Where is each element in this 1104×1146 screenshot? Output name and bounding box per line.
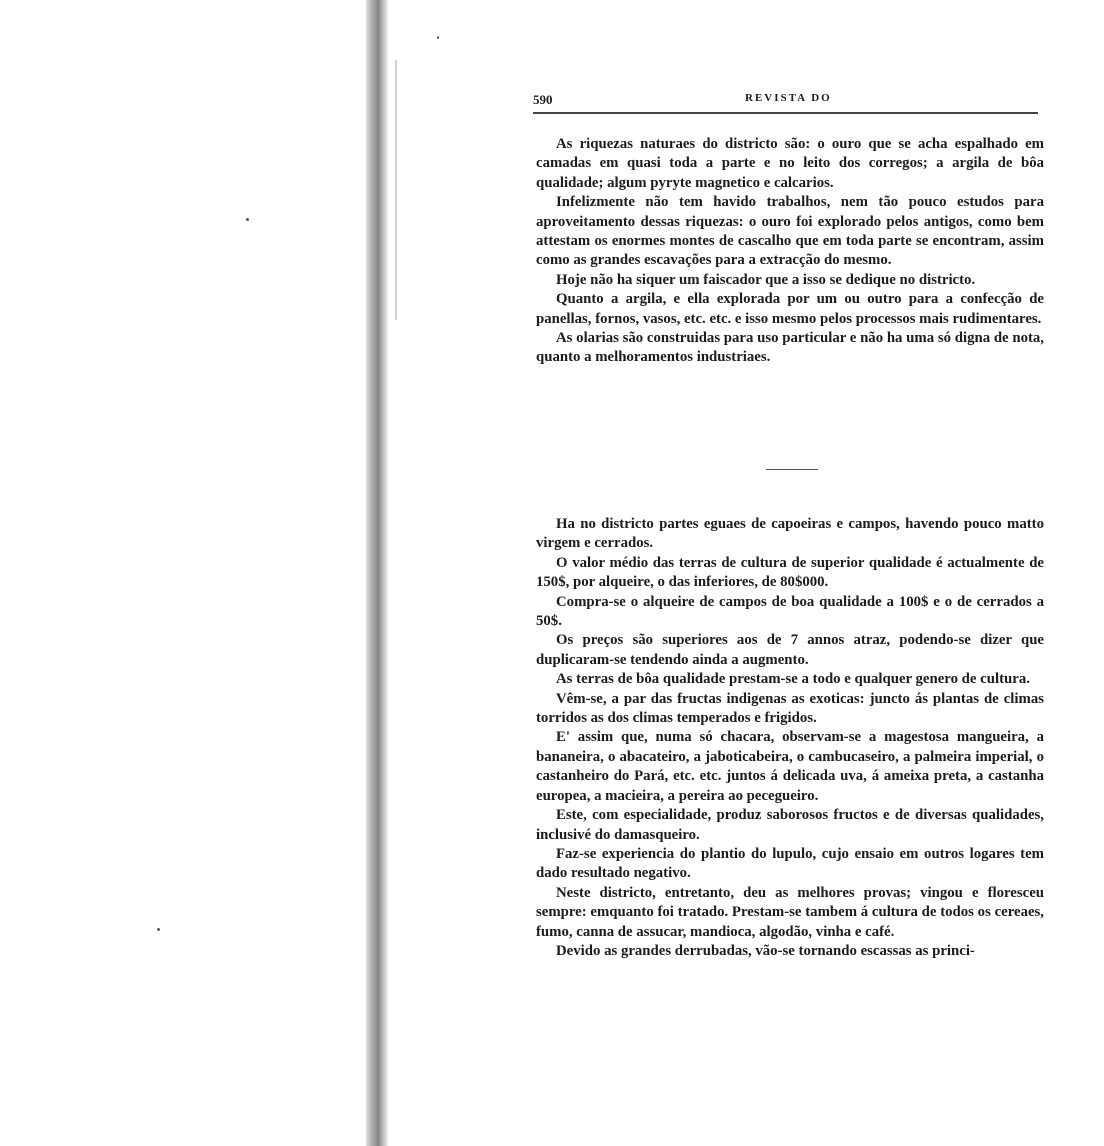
- paragraph: Quanto a argila, e ella explorada por um ou outro para a confecção de panellas, fornos, vasos, etc. etc. e isso mesmo pelos processos mais rudimentares.: [536, 291, 1044, 327]
- paragraph: Infelizmente não tem havido trabalhos, nem tão pouco estudos para aproveitamento dessas riquezas: o ouro foi explorado pelos antigos, como bem attestam os enormes montes de cascalho que em toda parte se encontram, assim como as grandes escavações para a extracção do mesmo.: [536, 194, 1044, 269]
- paragraph: Neste districto, entretanto, deu as melhores provas; vingou e floresceu sempre: emquanto foi tratado. Prestam-se tambem á cultura de todos os cereaes, fumo, canna de assucar, mandioca, algodão, vinha e café.: [536, 884, 1044, 940]
- paragraph: Este, com especialidade, produz saborosos fructos e de diversas qualidades, inclusivé do damasqueiro.: [536, 807, 1044, 843]
- section-separator: [766, 469, 818, 470]
- paragraph: O valor médio das terras de cultura de superior qualidade é actualmente de 150$, por alqueire, o das inferiores, de 80$000.: [536, 554, 1044, 591]
- paragraph: Faz-se experiencia do plantio do lupulo, cujo ensaio em outros logares tem dado resultado negativo.: [536, 845, 1044, 882]
- paragraph: As olarias são construidas para uso particular e não ha uma só digna de nota, quanto a melhoramentos industriaes.: [536, 330, 1044, 366]
- paragraph: Ha no districto partes eguaes de capoeiras e campos, havendo pouco matto virgem e cerrados.: [536, 516, 1044, 552]
- book-gutter-shadow: [366, 0, 388, 1146]
- paragraph: Vêm-se, a par das fructas indigenas as exoticas: juncto ás plantas de climas torridos as dos climas temperados e frigidos.: [536, 690, 1044, 727]
- text-section-agriculture: [536, 515, 1044, 961]
- paragraph: Devido as grandes derrubadas, vão-se tornando escassas as princi-: [556, 942, 975, 959]
- scan-speck: [437, 36, 439, 39]
- paragraph: E' assim que, numa só chacara, observam-se a magestosa mangueira, a bananeira, o abacateiro, a jaboticabeira, o cambucaseiro, a palmeira imperial, o castanheiro do Pará, etc. etc. juntos á delicada uva, á ameixa preta, a castanha europea, a macieira, a pereira ao pecegueiro.: [536, 729, 1044, 804]
- page-number: 590: [533, 92, 553, 107]
- page-header: [533, 92, 1038, 114]
- paragraph: Compra-se o alqueire de campos de boa qualidade a 100$ e o de cerrados a 50$.: [536, 593, 1044, 630]
- running-head: REVISTA DO: [745, 92, 832, 104]
- scan-speck: [246, 218, 249, 221]
- paragraph: As terras de bôa qualidade prestam-se a todo e qualquer genero de cultura.: [556, 671, 1030, 688]
- paragraph: As riquezas naturaes do districto são: o ouro que se acha espalhado em camadas em quasi toda a parte e no leito dos corregos; a argila de bôa qualidade; algum pyryte magnetico e calcarios.: [536, 136, 1044, 191]
- text-section-natural-resources: [536, 135, 1044, 368]
- gutter-edge-line: [395, 60, 397, 320]
- paragraph: Hoje não ha siquer um faiscador que a isso se dedique no districto.: [556, 271, 976, 288]
- paragraph: Os preços são superiores aos de 7 annos atraz, podendo-se dizer que duplicaram-se tendendo ainda a augmento.: [536, 632, 1044, 668]
- scan-speck: [157, 928, 160, 931]
